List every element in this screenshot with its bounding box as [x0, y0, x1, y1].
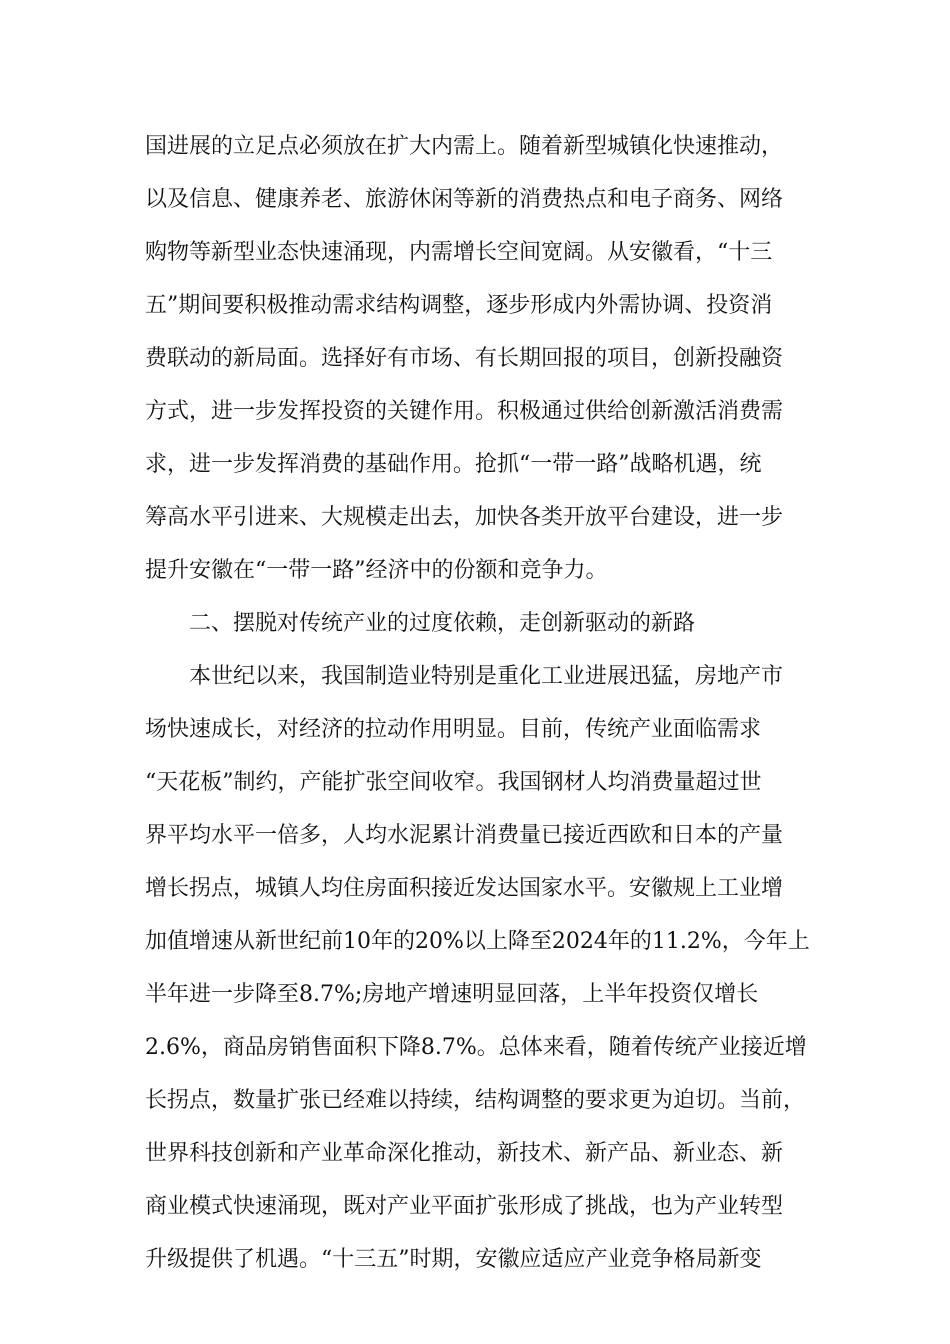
- body-text-line: 费联动的新局面。选择好有市场、有长期回报的项目，创新投融资: [145, 346, 784, 371]
- body-text-line: 场快速成长，对经济的拉动作用明显。目前，传统产业面临需求: [145, 717, 762, 742]
- body-text-line: 界平均水平一倍多，人均水泥累计消费量已接近西欧和日本的产量: [145, 823, 784, 848]
- body-text-line: 增长拐点，城镇人均住房面积接近发达国家水平。安徽规上工业增: [145, 876, 784, 901]
- body-text-line: 商业模式快速涌现，既对产业平面扩张形成了挑战，也为产业转型: [145, 1194, 784, 1219]
- body-text-line: 以及信息、健康养老、旅游休闲等新的消费热点和电子商务、网络: [145, 187, 784, 212]
- document-body: [145, 133, 825, 1272]
- body-text-line: 长拐点，数量扩张已经难以持续，结构调整的要求更为迫切。当前，: [145, 1088, 806, 1113]
- body-text-line: 升级提供了机遇。“十三五”时期，安徽应适应产业竞争格局新变: [145, 1247, 762, 1272]
- body-text-line: 国进展的立足点必须放在扩大内需上。随着新型城镇化快速推动，: [145, 134, 784, 159]
- body-text-line: 半年进一步降至8.7%;房地产增速明显回落，上半年投资仅增长: [145, 982, 759, 1007]
- body-text-line: 2.6%，商品房销售面积下降8.7%。总体来看，随着传统产业接近增: [145, 1035, 807, 1060]
- body-text-line: 方式，进一步发挥投资的关键作用。积极通过供给创新激活消费需: [145, 399, 784, 424]
- body-text-line: 求，进一步发挥消费的基础作用。抢抓“一带一路”战略机遇，统: [145, 452, 762, 477]
- section-heading: 二、摆脱对传统产业的过度依赖，走创新驱动的新路: [189, 611, 696, 636]
- body-text-line: 五”期间要积极推动需求结构调整，逐步形成内外需协调、投资消: [145, 293, 773, 318]
- body-text-line: 加值增速从新世纪前10年的20%以上降至2024年的11.2%，今年上: [145, 929, 810, 954]
- body-text-line: “天花板”制约，产能扩张空间收窄。我国钢材人均消费量超过世: [145, 770, 762, 795]
- body-text-line: 世界科技创新和产业革命深化推动，新技术、新产品、新业态、新: [145, 1141, 784, 1166]
- body-text-line: 购物等新型业态快速涌现，内需增长空间宽阔。从安徽看，“十三: [145, 240, 773, 265]
- body-text-line: 本世纪以来，我国制造业特别是重化工业进展迅猛，房地产市: [189, 664, 784, 689]
- body-text-line: 筹高水平引进来、大规模走出去，加快各类开放平台建设，进一步: [145, 505, 784, 530]
- body-text-line: 提升安徽在“一带一路”经济中的份额和竞争力。: [145, 558, 608, 583]
